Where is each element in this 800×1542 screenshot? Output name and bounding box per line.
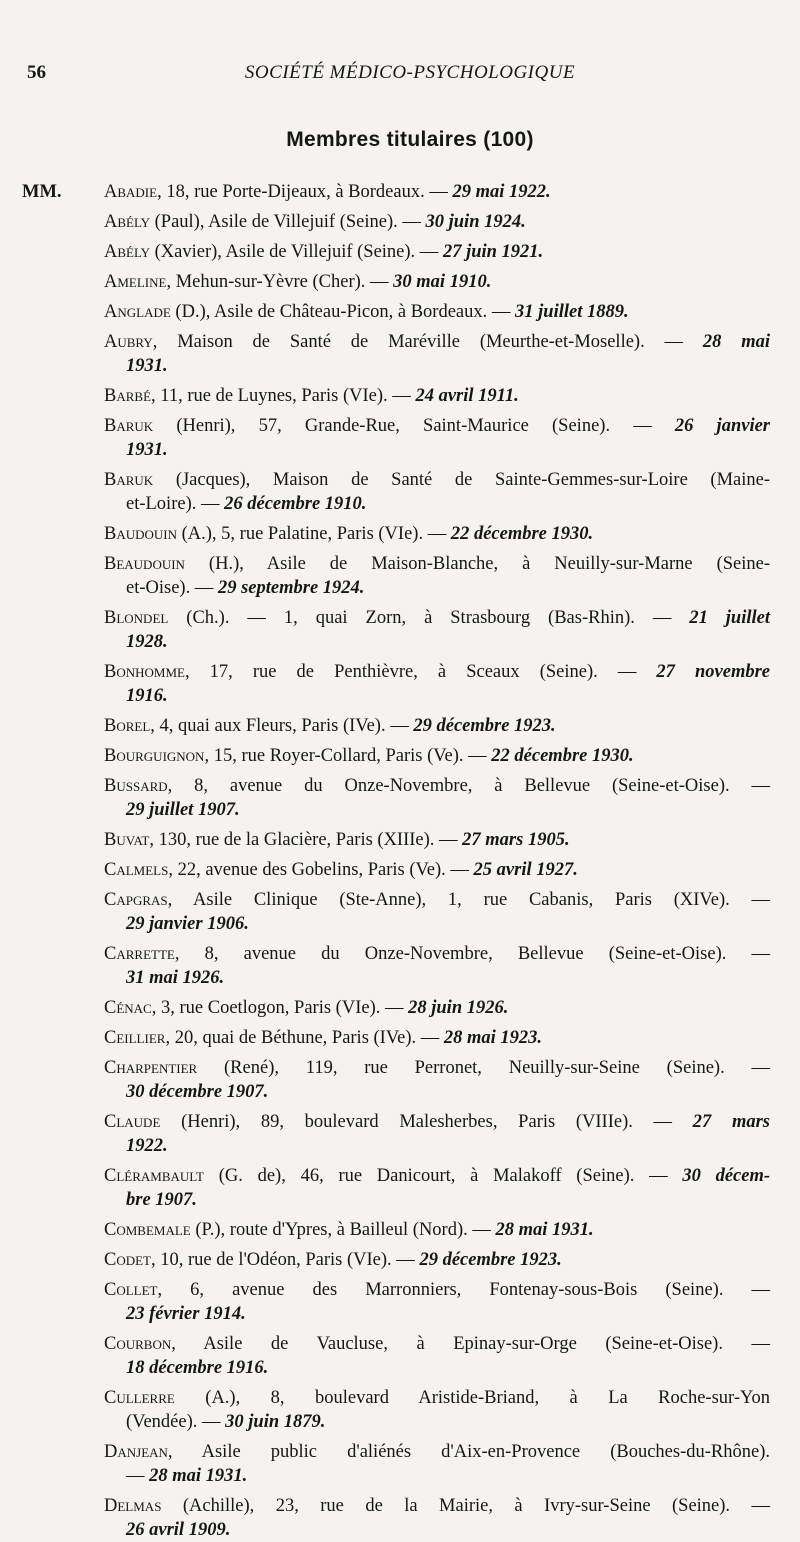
- admission-date: 22 décembre 1930.: [491, 746, 634, 766]
- member-name: Abély: [104, 212, 150, 232]
- member-entry: [104, 1164, 770, 1212]
- member-details: , 15, rue Royer-Collard, Paris (Ve). —: [204, 746, 492, 766]
- member-name: Aubry: [104, 332, 153, 352]
- admission-date: 1916.: [126, 686, 168, 706]
- member-entry: [104, 660, 770, 708]
- member-details: (Achille), 23, rue de la Mairie, à Ivry-sur-Seine (Seine). —: [161, 1496, 770, 1516]
- member-name: Claude: [104, 1112, 161, 1132]
- member-entry: [104, 828, 770, 852]
- member-name: Carrette: [104, 944, 175, 964]
- entry-line-1: [104, 942, 770, 966]
- member-name: Collet: [104, 1280, 158, 1300]
- member-entry: [104, 384, 770, 408]
- member-entry: [104, 858, 770, 882]
- member-details: (Jacques), Maison de Santé de Sainte-Gemmes-sur-Loire (Maine-: [153, 470, 770, 490]
- member-details: (Henri), 89, boulevard Malesherbes, Paris (VIIIe). —: [160, 1112, 693, 1132]
- admission-date: 30 juin 1879.: [225, 1412, 326, 1432]
- entry-line-1: [104, 270, 770, 294]
- admission-date: 25 avril 1927.: [473, 860, 578, 880]
- entry-line-2: [104, 1464, 770, 1488]
- member-entry: [104, 468, 770, 516]
- member-name: Bonhomme: [104, 662, 185, 682]
- member-entry: [104, 1494, 770, 1542]
- admission-date: 1922.: [126, 1136, 168, 1156]
- member-name: Charpentier: [104, 1058, 198, 1078]
- member-name: Abadie: [104, 182, 158, 202]
- section-title: Membres titulaires (100): [286, 128, 534, 151]
- member-details: (Xavier), Asile de Villejuif (Seine). —: [150, 242, 443, 262]
- member-name: Delmas: [104, 1496, 162, 1516]
- entry-line-1: [104, 1164, 770, 1188]
- member-entry: [104, 996, 770, 1020]
- member-entry: [104, 888, 770, 936]
- admission-date: 29 septembre 1924.: [217, 578, 365, 598]
- member-details: , 17, rue de Penthièvre, à Sceaux (Seine). —: [184, 662, 657, 682]
- member-name: Cénac: [104, 998, 152, 1018]
- entry-line-2: [104, 630, 770, 654]
- member-name: Anglade: [104, 302, 171, 322]
- member-details-cont: —: [126, 1466, 150, 1486]
- member-details: , 11, rue de Luynes, Paris (VIe). —: [151, 386, 416, 406]
- member-name: Borel: [104, 716, 151, 736]
- member-entry: [104, 240, 770, 264]
- entry-line-1: [104, 1248, 770, 1272]
- member-name: Blondel: [104, 608, 169, 628]
- member-details: , 6, avenue des Marronniers, Fontenay-sous-Bois (Seine). —: [157, 1280, 770, 1300]
- admission-date: 30 mai 1910.: [393, 272, 492, 292]
- member-entry: [104, 1278, 770, 1326]
- entry-line-1: [104, 300, 770, 324]
- member-entry: [104, 1440, 770, 1488]
- entry-line-2: [104, 1188, 770, 1212]
- member-details: , Asile Clinique (Ste-Anne), 1, rue Cabanis, Paris (XIVe). —: [167, 890, 770, 910]
- admission-date: 29 décembre 1923.: [419, 1250, 562, 1270]
- member-details-cont: et-Oise). —: [126, 578, 218, 598]
- entry-line-2: [104, 798, 770, 822]
- member-entry: [104, 942, 770, 990]
- entry-line-1: [104, 1278, 770, 1302]
- entry-line-2: [104, 966, 770, 990]
- member-name: Bourguignon: [104, 746, 205, 766]
- entry-line-2: [104, 354, 770, 378]
- member-details: , 3, rue Coetlogon, Paris (VIe). —: [151, 998, 409, 1018]
- admission-date: 31 juillet 1889.: [515, 302, 629, 322]
- member-details: (A.), 8, boulevard Aristide-Briand, à La Roche-sur-Yon: [174, 1388, 770, 1408]
- member-details: (René), 119, rue Perronet, Neuilly-sur-Seine (Seine). —: [197, 1058, 770, 1078]
- entry-line-1: [104, 858, 770, 882]
- admission-date: 26 décembre 1910.: [224, 494, 367, 514]
- member-entry: [104, 606, 770, 654]
- entry-line-1: [104, 1494, 770, 1518]
- page-number: 56: [27, 62, 46, 83]
- entry-line-1: [104, 1026, 770, 1050]
- member-details: , 4, quai aux Fleurs, Paris (IVe). —: [150, 716, 414, 736]
- admission-date: 27 juin 1921.: [442, 242, 544, 262]
- admission-date: 28 mai 1923.: [443, 1028, 543, 1048]
- member-entry: [104, 744, 770, 768]
- member-entry: [104, 1332, 770, 1380]
- entry-line-2: [104, 1410, 770, 1434]
- member-entry: [104, 1386, 770, 1434]
- member-details: , 20, quai de Béthune, Paris (IVe). —: [165, 1028, 444, 1048]
- entry-line-2: [104, 1134, 770, 1158]
- entry-line-2: [104, 1356, 770, 1380]
- member-entry: [104, 270, 770, 294]
- member-name: Abély: [104, 242, 150, 262]
- member-details: (Henri), 57, Grande-Rue, Saint-Maurice (Seine). —: [153, 416, 675, 436]
- admission-date: 23 février 1914.: [126, 1304, 246, 1324]
- member-details: , 130, rue de la Glacière, Paris (XIIIe). —: [149, 830, 463, 850]
- member-name: Calmels: [104, 860, 169, 880]
- member-details: , 8, avenue du Onze-Novembre, à Bellevue (Seine-et-Oise). —: [167, 776, 770, 796]
- member-details: , 18, rue Porte-Dijeaux, à Bordeaux. —: [157, 182, 453, 202]
- member-name: Danjean: [104, 1442, 168, 1462]
- entry-line-2: [104, 684, 770, 708]
- admission-date: 28 juin 1926.: [408, 998, 509, 1018]
- member-name: Buvat: [104, 830, 150, 850]
- member-details: (P.), route d'Ypres, à Bailleul (Nord). —: [190, 1220, 496, 1240]
- entry-line-2: [104, 492, 770, 516]
- entry-line-2: [104, 1302, 770, 1326]
- member-details: , 10, rue de l'Odéon, Paris (VIe). —: [151, 1250, 420, 1270]
- member-details: (Ch.). — 1, quai Zorn, à Strasbourg (Bas-Rhin). —: [168, 608, 690, 628]
- admission-date: 21 juillet: [689, 608, 770, 628]
- admission-date: 1931.: [126, 356, 168, 376]
- member-name: Beaudouin: [104, 554, 185, 574]
- member-details: , 8, avenue du Onze-Novembre, Bellevue (Seine-et-Oise). —: [174, 944, 770, 964]
- entry-line-1: [104, 1440, 770, 1464]
- member-name: Cullerre: [104, 1388, 175, 1408]
- admission-date: 29 mai 1922.: [452, 182, 551, 202]
- member-details: (G. de), 46, rue Danicourt, à Malakoff (Seine). —: [203, 1166, 683, 1186]
- member-details: , 22, avenue des Gobelins, Paris (Ve). —: [168, 860, 474, 880]
- admission-date: 24 avril 1911.: [415, 386, 519, 406]
- admission-date: 22 décembre 1930.: [450, 524, 594, 544]
- entry-line-1: [104, 1056, 770, 1080]
- member-entry: [104, 210, 770, 234]
- admission-date: 29 janvier 1906.: [126, 914, 249, 934]
- admission-date: 27 mars 1905.: [462, 830, 570, 850]
- member-entry: [104, 330, 770, 378]
- member-details: , Mehun-sur-Yèvre (Cher). —: [166, 272, 394, 292]
- member-name: Courbon: [104, 1334, 172, 1354]
- member-entry: [22, 180, 770, 204]
- entry-line-2: [104, 576, 770, 600]
- member-entry: [104, 552, 770, 600]
- entry-line-1: [104, 606, 770, 630]
- entry-line-1: [104, 330, 770, 354]
- member-entry: [104, 774, 770, 822]
- running-head: [0, 62, 800, 92]
- member-entry: [104, 1110, 770, 1158]
- member-name: Capgras: [104, 890, 168, 910]
- entry-line-1: [104, 1110, 770, 1134]
- member-list: [0, 180, 800, 1542]
- entry-line-1: [104, 774, 770, 798]
- entry-line-1: [104, 210, 770, 234]
- entry-line-1: [104, 468, 770, 492]
- member-details: (D.), Asile de Château-Picon, à Bordeaux. —: [170, 302, 516, 322]
- entry-line-1: [104, 1332, 770, 1356]
- member-details: , Maison de Santé de Maréville (Meurthe-et-Moselle). —: [152, 332, 703, 352]
- admission-date: 29 décembre 1923.: [413, 716, 556, 736]
- member-details: , Asile de Vaucluse, à Epinay-sur-Orge (Seine-et-Oise). —: [171, 1334, 770, 1354]
- entry-line-1: [104, 522, 770, 546]
- entry-line-1: [104, 888, 770, 912]
- admission-date: 28 mai 1931.: [149, 1466, 248, 1486]
- admission-date: 30 juin 1924.: [425, 212, 526, 232]
- entry-line-1: [104, 744, 770, 768]
- admission-date: 27 novembre: [656, 662, 770, 682]
- admission-date: 27 mars: [692, 1112, 770, 1132]
- entry-line-2: [104, 1080, 770, 1104]
- admission-date: bre 1907.: [126, 1190, 197, 1210]
- entry-line-1: [104, 714, 770, 738]
- entry-line-2: [104, 912, 770, 936]
- member-details: (A.), 5, rue Palatine, Paris (VIe). —: [177, 524, 451, 544]
- member-name: Baruk: [104, 470, 154, 490]
- admission-date: 31 mai 1926.: [126, 968, 225, 988]
- member-entry: [104, 714, 770, 738]
- admission-date: 1931.: [126, 440, 168, 460]
- member-entry: [104, 1248, 770, 1272]
- admission-date: 28 mai: [702, 332, 770, 352]
- entry-line-1: [104, 180, 770, 204]
- member-entry: [104, 414, 770, 462]
- entry-line-1: [104, 828, 770, 852]
- member-name: Codet: [104, 1250, 151, 1270]
- admission-date: 30 décembre 1907.: [126, 1082, 269, 1102]
- entry-line-1: [104, 552, 770, 576]
- admission-date: 26 janvier: [674, 416, 770, 436]
- member-name: Bussard: [104, 776, 168, 796]
- member-entry: [104, 1026, 770, 1050]
- entry-line-1: [104, 996, 770, 1020]
- admission-date: 30 décem-: [682, 1166, 770, 1186]
- member-details: , Asile public d'aliénés d'Aix-en-Provence (Bouches-du-Rhône).: [167, 1442, 770, 1462]
- member-name: Baudouin: [104, 524, 177, 544]
- member-details-cont: (Vendée). —: [126, 1412, 226, 1432]
- member-name: Ceillier: [104, 1028, 166, 1048]
- admission-date: 29 juillet 1907.: [126, 800, 240, 820]
- admission-date: 18 décembre 1916.: [126, 1358, 269, 1378]
- entry-line-1: [104, 1218, 770, 1242]
- member-name: Combemale: [104, 1220, 191, 1240]
- entry-line-1: [104, 240, 770, 264]
- member-details-cont: et-Loire). —: [126, 494, 225, 514]
- member-entry: [104, 1056, 770, 1104]
- mm-prefix: MM.: [22, 182, 62, 202]
- member-entry: [104, 300, 770, 324]
- entry-line-1: [104, 414, 770, 438]
- entry-line-2: [104, 1518, 770, 1542]
- member-details: (Paul), Asile de Villejuif (Seine). —: [150, 212, 426, 232]
- entry-line-1: [104, 384, 770, 408]
- member-entry: [104, 1218, 770, 1242]
- member-name: Barbé: [104, 386, 152, 406]
- journal-title: SOCIÉTÉ MÉDICO-PSYCHOLOGIQUE: [244, 62, 576, 83]
- member-entry: [104, 522, 770, 546]
- entry-line-1: [104, 1386, 770, 1410]
- member-name: Baruk: [104, 416, 154, 436]
- entry-line-1: [104, 660, 770, 684]
- member-name: Clérambault: [104, 1166, 204, 1186]
- admission-date: 28 mai 1931.: [495, 1220, 594, 1240]
- entry-line-2: [104, 438, 770, 462]
- admission-date: 26 avril 1909.: [126, 1520, 231, 1540]
- member-name: Ameline: [104, 272, 167, 292]
- member-details: (H.), Asile de Maison-Blanche, à Neuilly-sur-Marne (Seine-: [184, 554, 770, 574]
- admission-date: 1928.: [126, 632, 168, 652]
